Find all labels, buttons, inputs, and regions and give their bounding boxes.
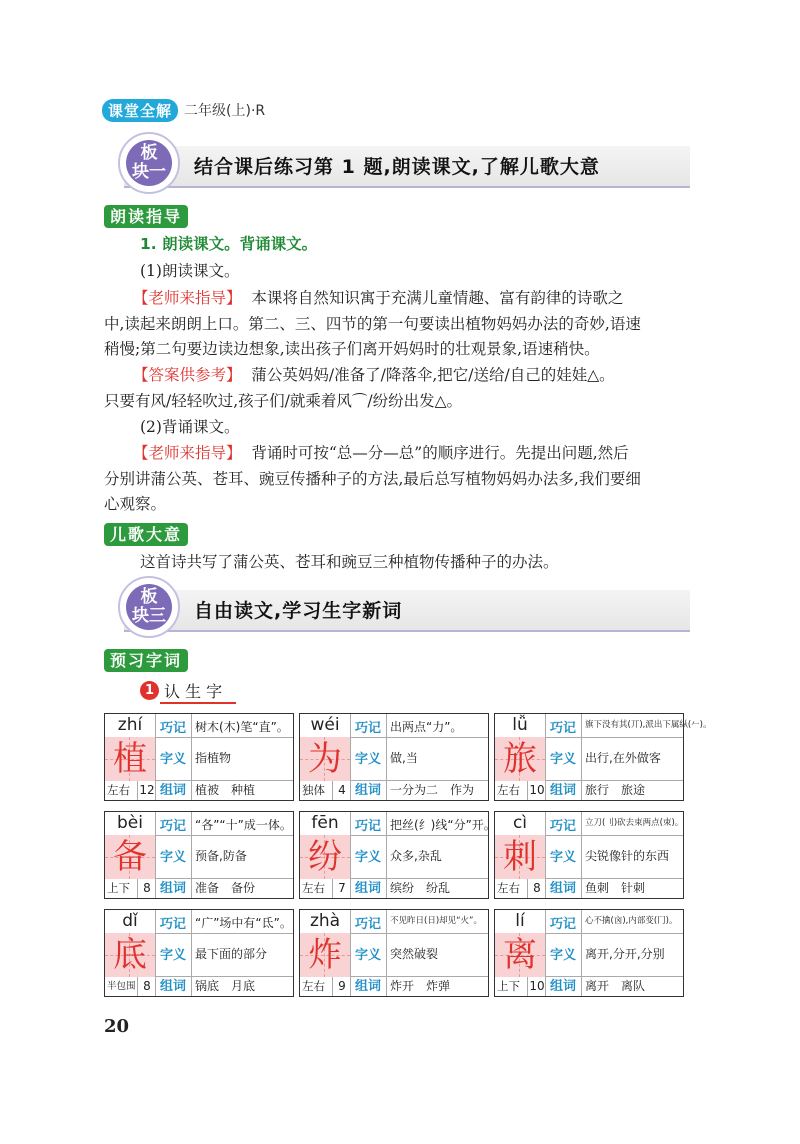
memo-label: 巧记 [549,721,576,736]
char-card-旅 [494,713,712,801]
char-card-炸 [299,909,489,997]
words-text: 旅行 旅途 [585,783,646,797]
memo-text: “各”“十”成一体。 [195,818,292,832]
meaning-label: 字义 [549,850,576,865]
structure: 左右 [302,881,325,895]
words-label: 组词 [159,881,186,896]
stroke-count: 10 [527,781,546,800]
stroke-count: 7 [332,879,351,898]
words-label: 组词 [354,783,381,798]
stroke-count: 9 [332,977,351,996]
pinyin: cì [512,813,528,833]
stroke-count: 8 [137,879,156,898]
memo-text: 立刀(刂)砍去束两点(朿)。 [585,818,684,828]
structure: 半包围 [107,981,136,992]
words-label: 组词 [354,881,381,896]
meaning-label: 字义 [549,752,576,767]
memo-label: 巧记 [159,819,186,834]
meaning-text: 离开,分开,分别 [585,947,665,961]
words-text: 鱼刺 针刺 [585,881,646,895]
sub-item-2: (2)背诵课文。 [140,418,240,436]
character: 旅 [495,737,545,781]
song-meaning-text: 这首诗共写了蒲公英、苍耳和豌豆三种植物传播种子的办法。 [140,553,559,571]
words-label: 组词 [549,881,576,896]
stroke-count: 8 [527,879,546,898]
pinyin: lǚ [512,715,528,735]
stroke-count: 4 [332,781,351,800]
meaning-label: 字义 [354,948,381,963]
memo-label: 巧记 [549,819,576,834]
memo-label: 巧记 [159,721,186,736]
words-text: 炸开 炸弹 [390,979,451,993]
memo-label: 巧记 [549,917,576,932]
memo-label: 巧记 [354,721,381,736]
stroke-count: 10 [527,977,546,996]
structure: 左右 [497,881,520,895]
words-text: 植被 种植 [195,783,256,797]
meaning-text: 指植物 [195,751,232,765]
teacher-guide-2-line2: 分别讲蒲公英、苍耳、豌豆传播种子的方法,最后总写植物妈妈办法多,我们要细 [104,470,641,488]
meaning-text: 预备,防备 [195,849,247,863]
char-card-植 [104,713,294,801]
char-card-底 [104,909,294,997]
memo-label: 巧记 [354,819,381,834]
char-card-为 [299,713,489,801]
structure: 左右 [302,979,325,993]
words-text: 一分为二 作为 [390,783,475,797]
words-label: 组词 [159,979,186,994]
words-text: 锅底 月底 [195,979,256,993]
teacher-guide-1: 【老师来指导】 本课将自然知识寓于充满儿童情趣、富有韵律的诗歌之 [133,289,624,307]
meaning-label: 字义 [549,948,576,963]
item-1: 1. 朗读课文。背诵课文。 [140,235,318,253]
character: 纷 [300,835,350,879]
preview-label: 预习字词 [104,648,188,671]
sub-item-1: (1)朗读课文。 [140,262,240,280]
meaning-text: 最下面的部分 [195,947,268,961]
memo-text: 不见昨日(日)却见“火”。 [390,916,482,926]
meaning-text: 突然破裂 [390,947,439,961]
teacher-guide-1-line2: 中,读起来朗朗上口。第二、三、四节的第一句要读出植物妈妈办法的奇妙,语速 [104,315,641,333]
character: 刺 [495,835,545,879]
section-title-1: 结合课后练习第 1 题,朗读课文,了解儿歌大意 [194,156,600,178]
grade-label: 二年级(上)·R [184,103,266,119]
words-label: 组词 [549,783,576,798]
structure: 左右 [497,783,520,797]
character: 离 [495,933,545,977]
char-card-纷 [299,811,496,899]
step-title: 认 生 字 [164,682,223,701]
words-text: 缤纷 纷乱 [390,881,451,895]
memo-text: 心不擒(㐫),内部变(冂)。 [585,916,678,926]
teacher-guide-1-line3: 稍慢;第二句要边读边想象,读出孩子们离开妈妈时的壮观景象,语速稍快。 [104,340,600,358]
words-label: 组词 [549,979,576,994]
meaning-label: 字义 [159,850,186,865]
meaning-text: 做,当 [390,751,418,765]
words-label: 组词 [159,783,186,798]
memo-label: 巧记 [159,917,186,932]
step-heading [140,678,236,704]
memo-label: 巧记 [354,917,381,932]
structure: 左右 [107,783,130,797]
pinyin: dǐ [122,911,138,931]
teacher-guide-2: 【老师来指导】 背诵时可按“总—分—总”的顺序进行。先提出问题,然后 [133,444,629,462]
stroke-count: 8 [137,977,156,996]
memo-text: 旗下没有其(丌),派出下属纵(𠂉)。 [585,720,712,730]
read-guide-label: 朗读指导 [104,204,188,227]
page-number: 20 [104,1016,130,1037]
pinyin: bèi [117,813,143,833]
teacher-tag: 【老师来指导】 [133,289,242,307]
char-card-备 [104,811,294,899]
section-number-1: 板 块一 [126,140,172,186]
pinyin: fēn [311,813,339,833]
section-title-2: 自由读文,学习生字新词 [194,600,403,622]
section-number-2: 板 块三 [126,584,172,630]
structure: 上下 [107,881,130,895]
section-banner-2 [104,576,690,638]
answer-tag: 【答案供参考】 [133,366,242,384]
meaning-text: 出行,在外做客 [585,751,661,765]
pinyin: zhí [117,715,143,735]
stroke-count: 12 [137,781,156,800]
meaning-label: 字义 [354,752,381,767]
step-number-icon: 1 [140,681,159,700]
memo-text: 把丝(纟)线“分”开。 [390,818,496,832]
meaning-label: 字义 [159,752,186,767]
memo-text: 树木(木)笔“直”。 [195,720,289,734]
teacher-guide-2-line3: 心观察。 [104,495,167,513]
book-badge: 课堂全解 [102,99,178,122]
char-card-刺 [494,811,684,899]
words-text: 离开 离队 [585,979,646,993]
answer-reference-line2: 只要有风/轻轻吹过,孩子们/就乘着风⌒/纷纷出发△。 [104,392,463,410]
meaning-label: 字义 [159,948,186,963]
char-card-离 [494,909,684,997]
meaning-label: 字义 [354,850,381,865]
running-header [102,97,265,123]
meaning-text: 众多,杂乱 [390,849,442,863]
structure: 上下 [497,979,520,993]
pinyin: zhà [309,911,341,931]
character: 炸 [300,933,350,977]
answer-reference: 【答案供参考】 蒲公英妈妈/准备了/降落伞,把它/送给/自己的娃娃△。 [133,366,615,384]
meaning-text: 尖锐像针的东西 [585,849,670,863]
structure: 独体 [302,783,325,797]
character: 为 [300,737,350,781]
section-banner-1 [104,132,690,194]
words-label: 组词 [354,979,381,994]
character: 备 [105,835,155,879]
memo-text: “广”场中有“氐”。 [195,916,292,930]
words-text: 准备 备份 [195,881,256,895]
pinyin: lí [515,911,525,931]
memo-text: 出两点“力”。 [390,720,463,734]
song-meaning-label: 儿歌大意 [104,522,188,545]
pinyin: wéi [310,715,340,735]
character: 底 [105,933,155,977]
character: 植 [105,737,155,781]
